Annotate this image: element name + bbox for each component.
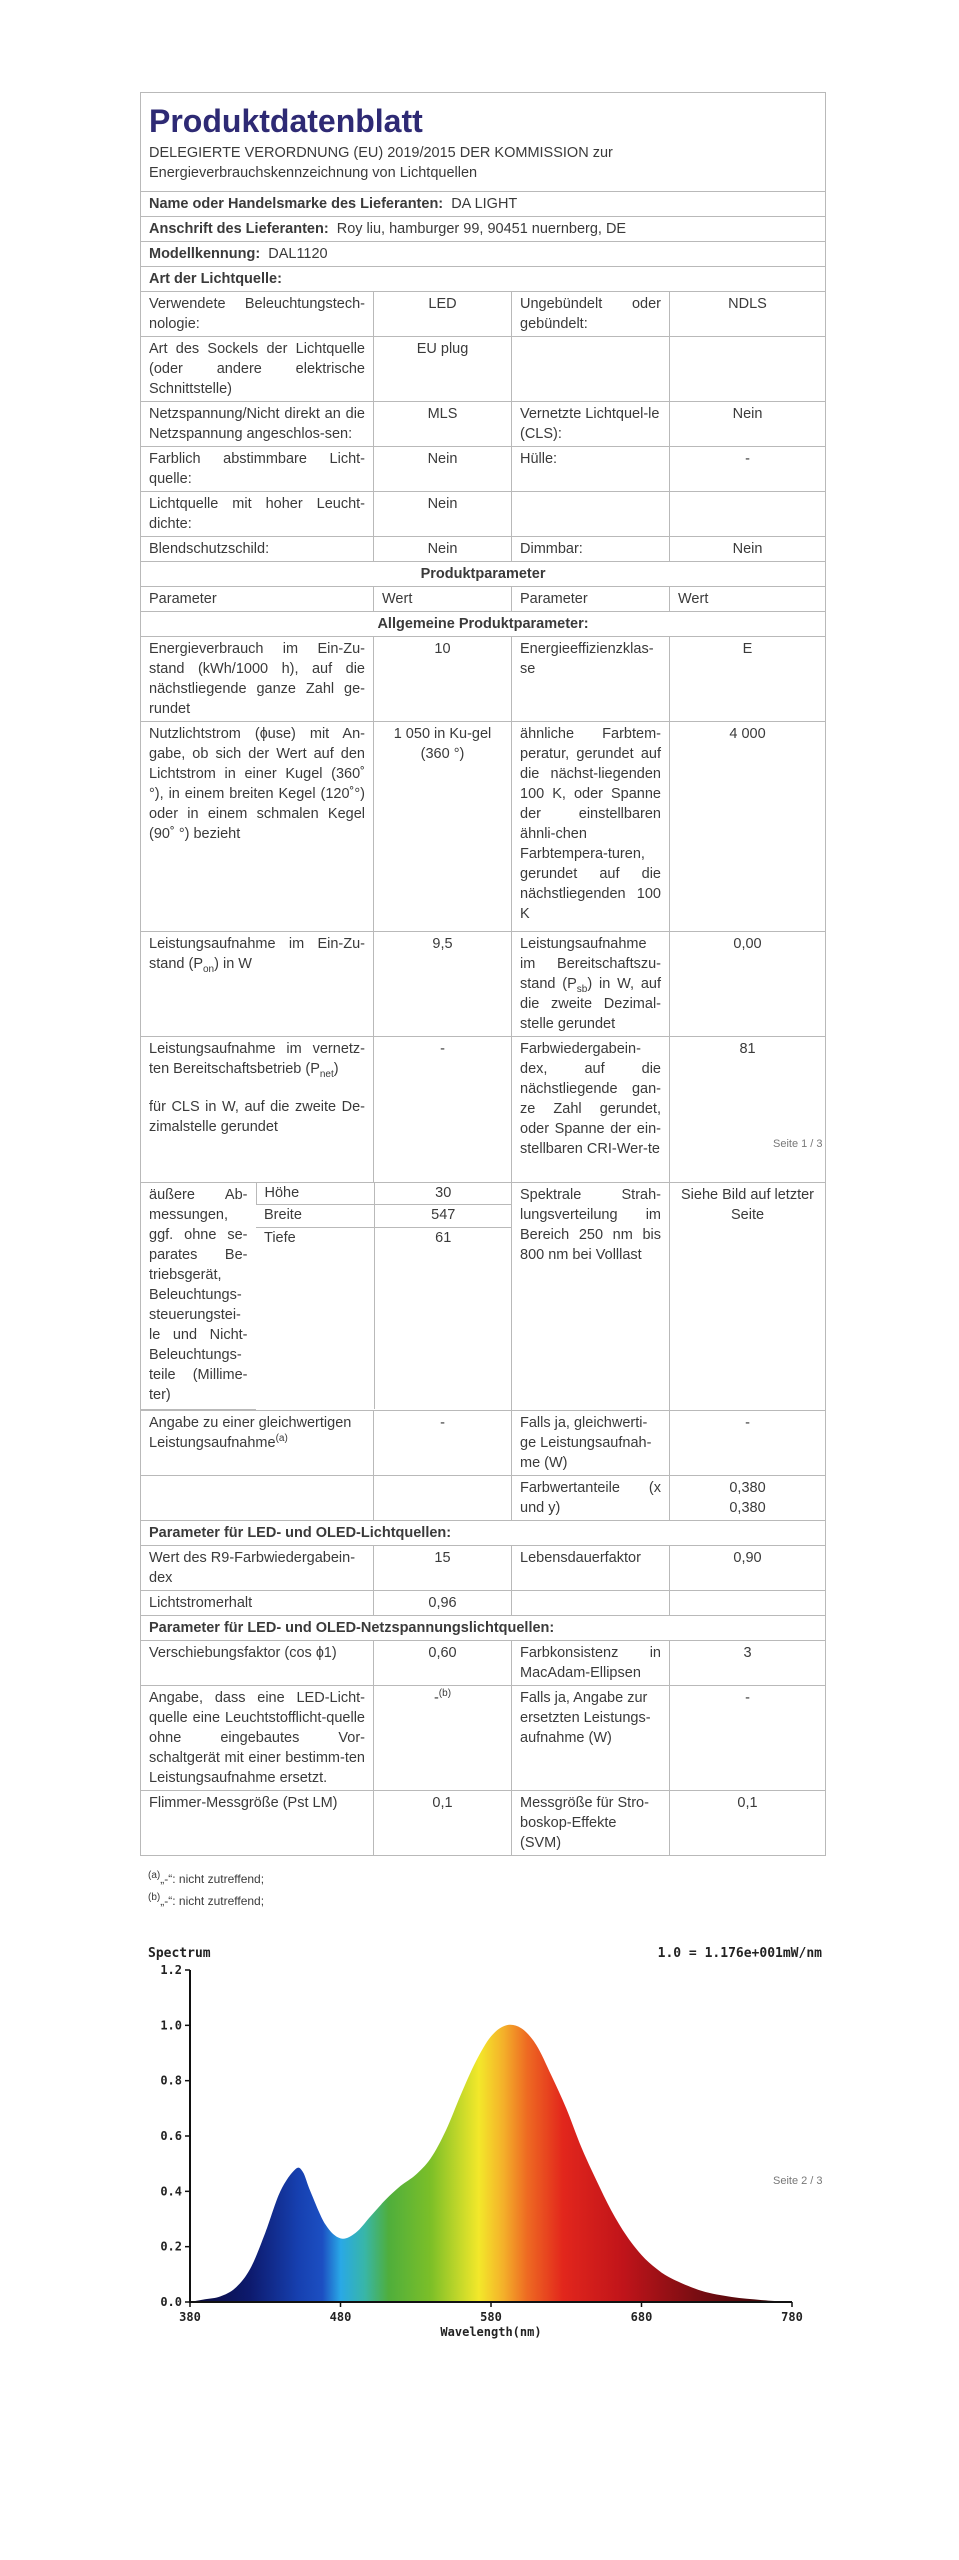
chromaticity-value: 0,380 0,380 [670,1475,826,1520]
lumen-maintenance-label: Lichtstromerhalt [141,1590,374,1615]
networked-standby-power-label: Leistungsaufnahme im vernetz-ten Bereitschaftsbetrieb $(P_{net})$ für CLS in W, auf die zweite De-zimalstelle gerundet [141,1037,374,1183]
type-label [512,337,670,402]
title-cell [141,93,826,192]
param-row [141,1183,826,1411]
color-temperature-label: ähnliche Farbtem-peratur, gerundet auf die nächst-liegenden 100 K, oder Spanne der einstellbaren ähnli-chen Farbtempera-turen, gerundet auf die nächstliegenden 100 K [512,722,670,932]
footnote-b: $^{(b)}$„-“: nicht zutreffend; [148,1892,265,1908]
color-rendering-index-label: Farbwiedergabein-dex, auf die nächstliegende gan-ze Zahl gerundet, oder Spanne der ein-stellbaren CRI-Wer-te [512,1037,670,1183]
spectral-distribution-label: Spektrale Strah-lungsverteilung im Bereich 250 nm bis 800 nm bei Volllast [512,1183,670,1411]
type-row [141,492,826,537]
dimension-value-depth: 61 [374,1227,512,1249]
model-label: Modellkennung: [149,246,261,262]
type-value: EU plug [374,337,512,402]
spectral-distribution-value: Siehe Bild auf letzter Seite [670,1183,826,1411]
x-tick-label: 680 [630,2310,653,2324]
type-value: Nein [374,492,512,537]
replacement-power-value: - [670,1685,826,1790]
product-data-sheet [140,92,825,1856]
type-value [670,337,826,402]
led-parameters-heading: Parameter für LED- und OLED-Lichtquellen: [141,1520,826,1545]
param-row [141,1410,826,1475]
equivalent-power-w-label: Falls ja, gleichwerti-ge Leistungsaufnah-me (W) [512,1410,670,1475]
chromaticity-label: Farbwertanteile (x und y) [512,1475,670,1520]
replacement-power-label: Falls ja, Angabe zur ersetzten Leistungs-aufnahme (W) [512,1685,670,1790]
type-value: NDLS [670,292,826,337]
dimension-value-width: 547 [374,1205,512,1227]
type-row [141,402,826,447]
energy-class-value: E [670,637,826,722]
lumen-maintenance-value: 0,96 [374,1590,512,1615]
type-value: MLS [374,402,512,447]
model-row [141,242,826,267]
type-label: Netzspannung/Nicht direkt an die Netzspannung angeschlos-sen: [141,402,374,447]
supplier-name-row [141,192,826,217]
equivalent-power-w-value: - [670,1410,826,1475]
equivalent-power-value: - [374,1410,512,1475]
on-mode-power-label: Leistungsaufnahme im Ein-Zu-stand $(P_{on})$ in W [141,932,374,1037]
page-title: Produktdatenblatt [149,103,423,139]
displacement-factor-value: 0,60 [374,1640,512,1685]
param-row [141,722,826,932]
y-tick-label: 1.2 [160,1963,182,1977]
param-row [141,1640,826,1685]
general-parameters-heading: Allgemeine Produktparameter: [141,612,826,637]
page-number-1: Seite 1 / 3 [773,1138,823,1150]
type-value: Nein [374,447,512,492]
type-label: Art des Sockels der Lichtquelle (oder andere elektrische Schnittstelle) [141,337,374,402]
supplier-name-value: DA LIGHT [451,196,518,212]
type-label: Dimmbar: [512,537,670,562]
param-row [141,1545,826,1590]
model-value: DAL1120 [268,246,328,262]
equivalent-power-label: Angabe zu einer gleichwertigen Leistungsaufnahme$^{(a)}$ [141,1410,374,1475]
on-mode-power-value: 9,5 [374,932,512,1037]
stroboscopic-metric-label: Messgröße für Stro-boskop-Effekte (SVM) [512,1790,670,1855]
x-tick-label: 780 [781,2310,803,2324]
type-label: Ungebündelt oder gebündelt: [512,292,670,337]
param-row [141,637,826,722]
stroboscopic-metric-value: 0,1 [670,1790,826,1855]
survival-factor-value: 0,90 [670,1545,826,1590]
x-tick-label: 480 [329,2310,352,2324]
color-rendering-index-value: 81 [670,1037,826,1183]
color-temperature-value: 4 000 [670,722,826,932]
column-header-value: Wert [374,587,512,612]
dimension-value-height: 30 [374,1183,512,1205]
dimensions-label: äußere Ab-messungen, ggf. ohne se-parates Be-triebsgerät, Beleuchtungs-steuerungstei-le und Nicht-Beleuchtungs-teile (Millime-ter) [141,1183,256,1409]
x-axis-label: Wavelength(nm) [440,2325,542,2339]
type-label: Hülle: [512,447,670,492]
chart-title: Spectrum [148,1946,211,1961]
replacement-claim-label: Angabe, dass eine LED-Licht-quelle eine Leuchtstofflicht-quelle ohne eingebautes Vor-schaltgerät mit einer bestimm-ten Leistungsaufnahme ersetzt. [141,1685,374,1790]
replacement-claim-value: -$^{(b)}$ [374,1685,512,1790]
footnote-a: $^{(a)}$„-“: nicht zutreffend; [148,1870,265,1886]
color-consistency-label: Farbkonsistenz in MacAdam-Ellipsen [512,1640,670,1685]
product-parameters-heading: Produktparameter [141,562,826,587]
y-tick-label: 0.0 [160,2295,182,2309]
param-row [141,1590,826,1615]
type-row [141,292,826,337]
type-label [512,492,670,537]
x-tick-label: 580 [480,2310,502,2324]
param-row [141,1037,826,1183]
type-row [141,337,826,402]
column-header-value: Wert [670,587,826,612]
energy-class-label: Energieeffizienzklas-se [512,637,670,722]
supplier-name-label: Name oder Handelsmarke des Lieferanten: [149,196,444,212]
y-tick-label: 1.0 [160,2018,182,2033]
standby-power-value: 0,00 [670,932,826,1037]
column-header-parameter: Parameter [141,587,374,612]
dimensions-cell [141,1183,512,1411]
luminous-flux-label: Nutzlichtstrom (ɸuse) mit An-gabe, ob sich der Wert auf den Lichtstrom in einer Kugel (360˚ °), in einem breiten Kegel (120˚°) oder in einem schmalen Kegel (90˚ °) bezieht [141,722,374,932]
networked-standby-power-value: - [374,1037,512,1183]
type-label: Farblich abstimmbare Licht-quelle: [141,447,374,492]
regulation-subtitle: DELEGIERTE VERORDNUNG (EU) 2019/2015 DER KOMMISSION zur Energieverbrauchskennzeichnung von Lichtquellen [149,145,613,181]
type-value: Nein [374,537,512,562]
param-row [141,932,826,1037]
y-tick-label: 0.8 [160,2073,182,2088]
color-consistency-value: 3 [670,1640,826,1685]
type-value: LED [374,292,512,337]
type-row [141,447,826,492]
flicker-metric-value: 0,1 [374,1790,512,1855]
datasheet-table [140,92,826,1856]
column-header-row [141,587,826,612]
type-value: Nein [670,402,826,447]
param-row [141,1790,826,1855]
column-header-parameter: Parameter [512,587,670,612]
spectrum-chart [140,1940,830,2340]
spectrum-area [190,2025,792,2302]
type-label: Blendschutzschild: [141,537,374,562]
type-label: Lichtquelle mit hoher Leucht-dichte: [141,492,374,537]
supplier-address-value: Roy liu, hamburger 99, 90451 nuernberg, DE [336,221,627,237]
light-source-type-heading: Art der Lichtquelle: [141,267,826,292]
param-row [141,1475,826,1520]
type-value: - [670,447,826,492]
energy-consumption-value: 10 [374,637,512,722]
page-number-2: Seite 2 / 3 [773,2175,823,2187]
type-label: Vernetzte Lichtquel-le (CLS): [512,402,670,447]
type-value: Nein [670,537,826,562]
dimension-label-height: Höhe [256,1183,374,1205]
survival-factor-label: Lebensdauerfaktor [512,1545,670,1590]
displacement-factor-label: Verschiebungsfaktor (cos ɸ1) [141,1640,374,1685]
flicker-metric-label: Flimmer-Messgröße (Pst LM) [141,1790,374,1855]
y-tick-label: 0.2 [160,2239,182,2254]
y-tick-label: 0.6 [160,2129,182,2143]
dimension-label-width: Breite [256,1205,374,1227]
supplier-address-row [141,217,826,242]
standby-power-label: Leistungsaufnahme im Bereitschaftszu-stand $(P_{sb})$ in W, auf die zweite Dezimal-stelle gerundet [512,932,670,1037]
type-label: Verwendete Beleuchtungstech-nologie: [141,292,374,337]
luminous-flux-value: 1 050 in Ku-gel (360 °) [374,722,512,932]
param-row [141,1685,826,1790]
mains-led-parameters-heading: Parameter für LED- und OLED-Netzspannungslichtquellen: [141,1615,826,1640]
dimension-label-depth: Tiefe [264,1229,296,1246]
energy-consumption-label: Energieverbrauch im Ein-Zu-stand (kWh/1000 h), auf die nächstliegende ganze Zahl ge-rundet [141,637,374,722]
supplier-address-label: Anschrift des Lieferanten: [149,221,329,237]
type-row [141,537,826,562]
x-tick-label: 380 [179,2310,201,2324]
r9-index-label: Wert des R9-Farbwiedergabein-dex [141,1545,374,1590]
y-tick-label: 0.4 [160,2184,182,2199]
type-value [670,492,826,537]
r9-index-value: 15 [374,1545,512,1590]
chart-scale-annotation: 1.0 = 1.176e+001mW/nm [657,1946,822,1961]
